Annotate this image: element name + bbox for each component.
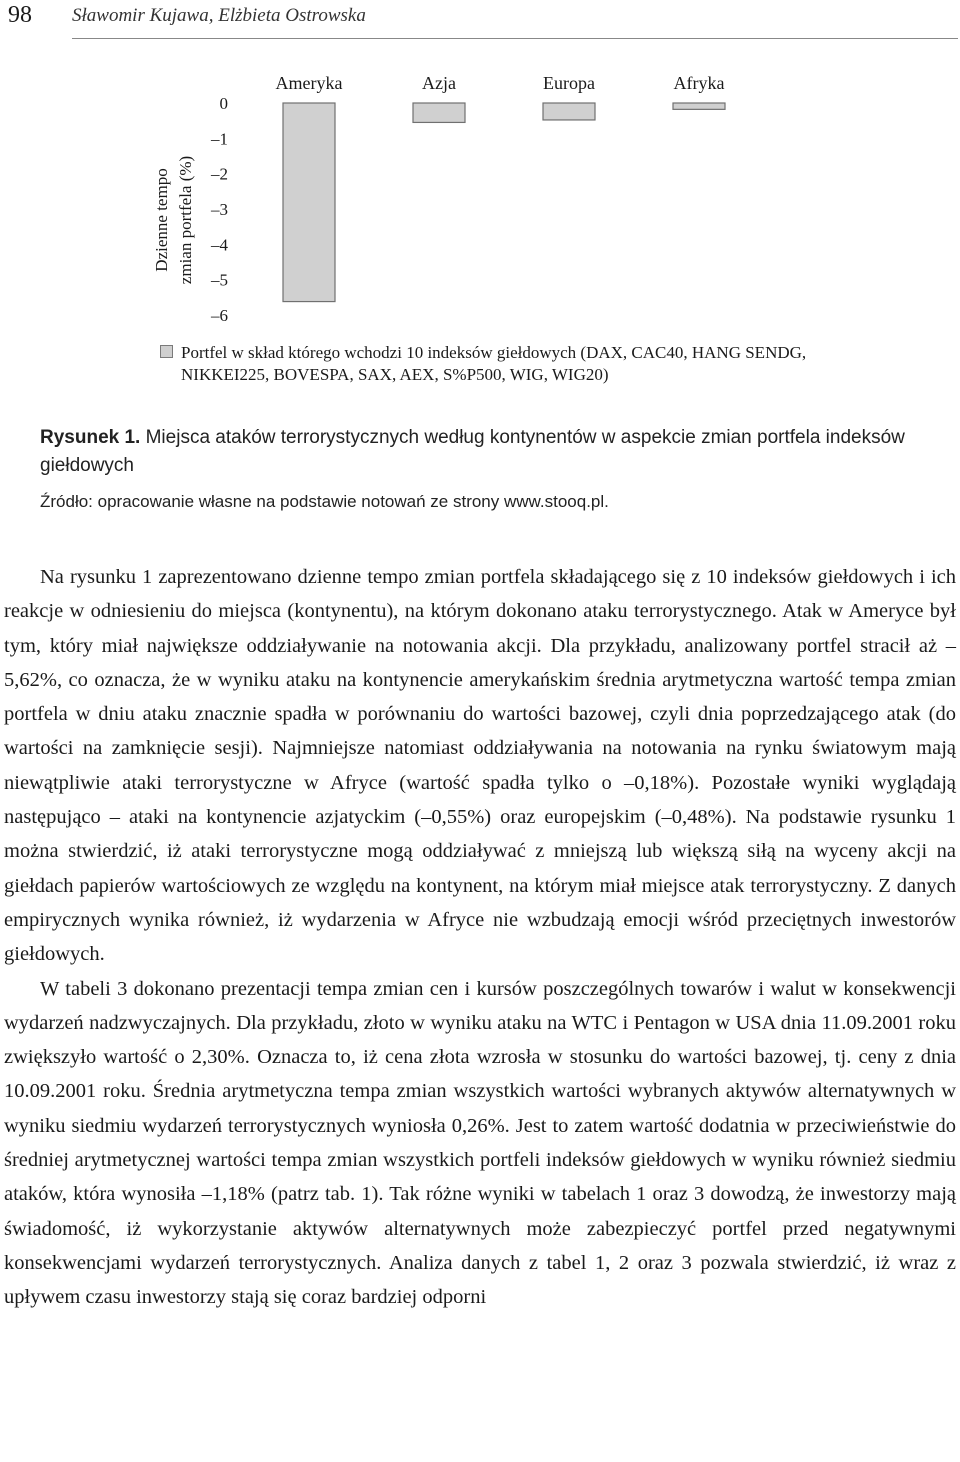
y-tick-label: –2 (211, 164, 228, 184)
category-label: Azja (422, 73, 456, 93)
bar-ameryka (283, 103, 335, 302)
page-number: 98 (8, 2, 32, 28)
body-text (4, 560, 956, 1315)
y-axis-label (152, 156, 195, 284)
y-tick-label: –1 (211, 129, 228, 149)
legend-swatch (160, 345, 173, 358)
y-tick-label: –6 (211, 306, 228, 325)
legend-text: Portfel w skład którego wchodzi 10 indeksów giełdowych (DAX, CAC40, HANG SENDG, NIKKEI225, BOVESPA, SAX, AEX, S%P500, WIG, WIG20) (181, 343, 807, 384)
paragraph-2: W tabeli 3 dokonano prezentacji tempa zmian cen i kursów poszczególnych towarów i walut w konsekwencji wydarzeń nadzwyczajnych. Dla przykładu, złoto w wyniku ataku na WTC i Pentagon w USA dnia 11.09.2001 roku zwiększyło wartość o 2,30%. Oznacza to, iż cena złota wzrosła w stosunku do wartości bazowej, tj. ceny z dnia 10.09.2001 roku. Średnia arytmetyczna tempa zmian wszystkich wartości wybranych aktywów alternatywnych w wyniku siedmiu wydarzeń terrorystycznych wyniosła 0,26%. Jest to zatem wartość dodatnia w przeciwieństwie do średniej arytmetycznej wartości tempa zmian wszystkich portfeli indeksów giełdowych w wyniku również siedmiu ataków, która wynosiła –1,18% (patrz tab. 1). Tak różne wyniki w tabelach 1 oraz 3 dowodzą, że inwestorzy mają świadomość, iż wykorzystanie aktywów alternatywnych może zabezpieczyć portfel przed negatywnymi konsekwencjami wydarzeń terrorystycznych. Analiza danych z tabel 1, 2 oraz 3 pozwala stwierdzić, iż wraz z upływem czasu inwestorzy stają się coraz bardziej odporni (4, 977, 956, 1309)
chart-legend (160, 342, 860, 386)
page-header (0, 0, 960, 40)
y-axis-ticks (210, 94, 229, 325)
y-tick-label: –4 (211, 235, 228, 255)
bar-azja (413, 103, 465, 122)
running-head: Sławomir Kujawa, Elżbieta Ostrowska (72, 5, 366, 26)
figure-caption-text: Miejsca ataków terrorystycznych według kontynentów w aspekcie zmian portfela indeksów giełdowych (40, 427, 905, 476)
y-axis-label-line: zmian portfela (%) (176, 155, 195, 285)
bar-chart (0, 60, 960, 380)
y-tick-label: –5 (211, 270, 228, 290)
figure-caption-label: Rysunek 1. (40, 427, 141, 448)
category-label: Ameryka (275, 73, 343, 93)
figure-caption (40, 424, 940, 480)
bars (283, 103, 725, 302)
category-labels (276, 73, 725, 93)
header-rule (72, 38, 958, 39)
category-label: Europa (543, 73, 595, 93)
y-tick-label: –3 (211, 200, 228, 219)
category-label: Afryka (673, 73, 725, 93)
bar-afryka (673, 103, 725, 109)
figure-source: Źródło: opracowanie własne na podstawie notowań ze strony www.stooq.pl. (40, 492, 609, 511)
bar-europa (543, 103, 595, 120)
y-axis-label-line: Dzienne tempo (152, 168, 171, 272)
paragraph-1: Na rysunku 1 zaprezentowano dzienne tempo zmian portfela składającego się z 10 indeksów giełdowych i ich reakcje w odniesieniu do miejsca (kontynentu), na którym dokonano ataku terrorystycznego. Atak w Ameryce był tym, który miał największe oddziaływanie na notowania akcji. Dla przykładu, analizowany portfel stracił aż –5,62%, co oznacza, że w wyniku ataku na kontynencie amerykańskim średnia arytmetyczna wartość tempa zmian portfela w dniu ataku znacznie spadła w porównaniu do wartości bazowej, czyli dnia poprzedzającego atak (do wartości na zamknięcie sesji). Najmniejsze natomiast oddziaływania na notowania na rynku światowym mają niewątpliwie ataki terrorystyczne w Afryce (wartość spadła tylko o –0,18%). Pozostałe wyniki wyglądają następująco – ataki na kontynencie azjatyckim (–0,55%) oraz europejskim (–0,48%). Na podstawie rysunku 1 można stwierdzić, iż ataki terrorystyczne mogą oddziaływać z mniejszą lub większą siłą na wyceny akcji na giełdach papierów wartościowych ze względu na kontynent, na którym miał miejsce atak terrorystyczny. Z danych empirycznych wynika również, iż wydarzenia w Afryce nie wzbudzają emocji wśród przeciętnych inwestorów giełdowych. (4, 566, 956, 966)
y-tick-label: 0 (219, 94, 228, 113)
